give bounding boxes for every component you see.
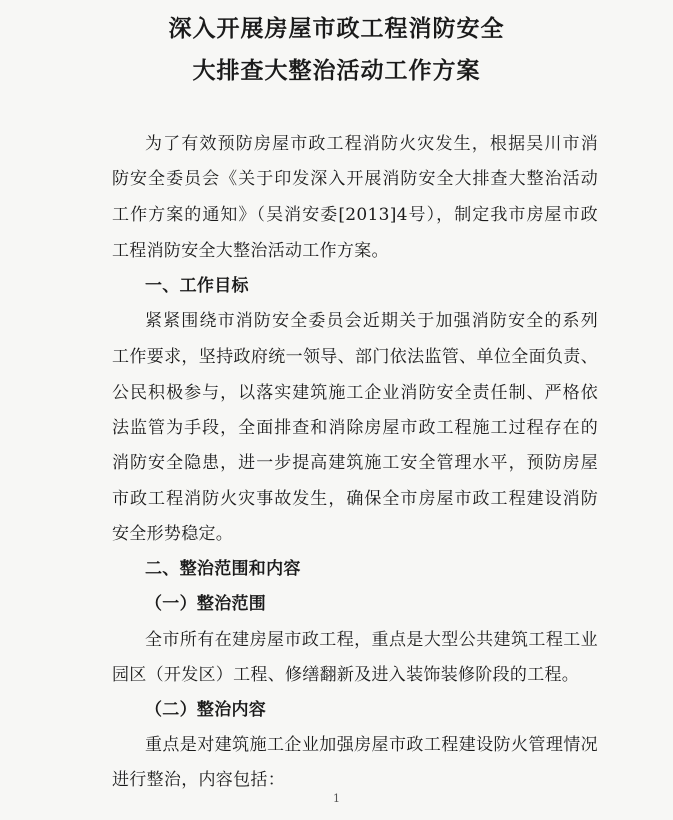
intro-line-4: 工程消防安全大整治活动工作方案。 <box>112 241 389 261</box>
subsection-2-line-2: 进行整治，内容包括： <box>112 770 285 790</box>
subsection-2-heading: （二）整治内容 <box>145 700 267 720</box>
subsection-1-line-2: 园区（开发区）工程、修缮翻新及进入装饰装修阶段的工程。 <box>112 665 580 685</box>
page-number: 1 <box>333 792 340 805</box>
section-1-line-7: 安全形势稳定。 <box>112 524 234 544</box>
subsection-1-heading: （一）整治范围 <box>145 594 267 614</box>
intro-line-3: 工作方案的通知》（吴消安委[2013]4号），制定我市房屋市政 <box>112 205 598 225</box>
subsection-1-line-1: 全市所有在建房屋市政工程，重点是大型公共建筑工程工业 <box>145 630 598 650</box>
section-1-heading: 一、工作目标 <box>145 276 249 296</box>
section-1-line-5: 消防安全隐患，进一步提高建筑施工安全管理水平，预防房屋 <box>112 453 598 473</box>
section-1-line-2: 工作要求，坚持政府统一领导、部门依法监管、单位全面负责、 <box>112 347 598 367</box>
section-1-line-4: 法监管为手段，全面排查和消除房屋市政工程施工过程存在的 <box>112 418 598 438</box>
section-2-heading: 二、整治范围和内容 <box>145 559 301 579</box>
intro-line-2: 防安全委员会《关于印发深入开展消防安全大排查大整治活动 <box>112 169 598 189</box>
section-1-line-3: 公民积极参与，以落实建筑施工企业消防安全责任制、严格依 <box>112 383 598 403</box>
title-line-1: 深入开展房屋市政工程消防安全 <box>168 15 505 42</box>
subsection-2-line-1: 重点是对建筑施工企业加强房屋市政工程建设防火管理情况 <box>145 735 598 755</box>
section-1-line-1: 紧紧围绕市消防安全委员会近期关于加强消防安全的系列 <box>145 311 598 331</box>
section-1-line-6: 市政工程消防火灾事故发生，确保全市房屋市政工程建设消防 <box>112 489 598 509</box>
title-line-2: 大排查大整治活动工作方案 <box>192 57 481 84</box>
intro-line-1: 为了有效预防房屋市政工程消防火灾发生，根据吴川市消 <box>145 134 598 154</box>
